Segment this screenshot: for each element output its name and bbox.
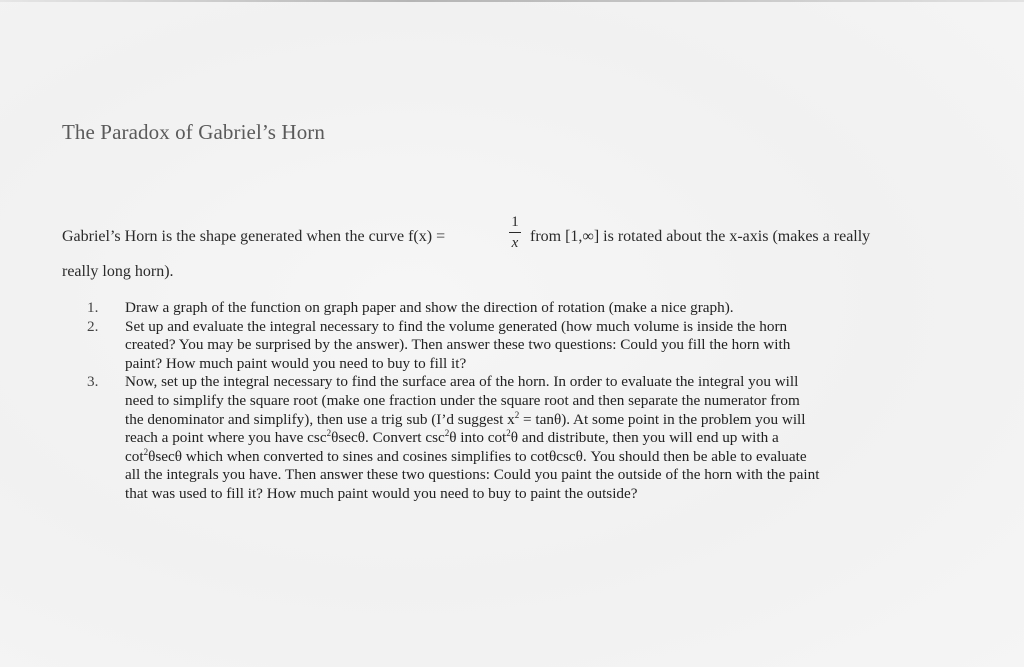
- item-line-with-superscript: [125, 429, 974, 448]
- list-item-2: [87, 317, 974, 374]
- item-line: Draw a graph of the function on graph paper and show the direction of rotation (make a nice graph).: [125, 299, 734, 316]
- intro-paragraph: [62, 214, 962, 280]
- item-line-with-superscript: [125, 411, 974, 430]
- superscript: 2: [143, 446, 149, 457]
- document-title: The Paradox of Gabriel’s Horn: [62, 120, 325, 144]
- item-line: that was used to fill it? How much paint would you need to buy to paint the outside?: [125, 484, 638, 502]
- question-list: [87, 299, 974, 504]
- list-item-3: [87, 373, 974, 503]
- item-line: Now, set up the integral necessary to find the surface area of the horn. In order to evaluate the integral you will: [125, 373, 799, 391]
- item-number: 3.: [87, 373, 99, 391]
- superscript: 2: [506, 428, 511, 439]
- text-segment: θ and distribute, then you will end up with a: [510, 429, 779, 447]
- item-line: created? You may be surprised by the answer). Then answer these two questions: Could you fill the horn with: [125, 336, 791, 354]
- fraction-bar: [509, 232, 521, 233]
- text-segment: θsecθ which when converted to sines and cosines simplifies to cotθcscθ. You should then be able to evaluate: [148, 447, 807, 465]
- item-number: 2.: [87, 317, 99, 335]
- list-item-1: [87, 299, 974, 318]
- intro-line-1: [62, 214, 962, 251]
- text-segment: θ into cot: [449, 429, 507, 447]
- item-line: Set up and evaluate the integral necessary to find the volume generated (how much volume is inside the horn: [125, 317, 788, 335]
- text-segment: the denominator and simplify), then use a trig sub (I’d suggest x: [125, 410, 515, 428]
- intro-text-before-fraction: Gabriel’s Horn is the shape generated when the curve f(x) =: [62, 228, 446, 245]
- text-segment: reach a point where you have csc: [125, 429, 327, 447]
- fraction-numerator: 1: [511, 214, 519, 230]
- intro-line-2: really long horn).: [62, 263, 174, 280]
- text-segment: cot: [125, 447, 144, 465]
- fraction-denominator: x: [511, 235, 519, 251]
- page-top-edge: [0, 0, 1024, 2]
- item-line-with-superscript: [125, 448, 974, 467]
- fraction-one-over-x: [508, 214, 522, 251]
- text-segment: θsecθ. Convert csc: [331, 429, 445, 447]
- superscript: 2: [444, 428, 450, 439]
- intro-text-after-fraction: from [1,∞] is rotated about the x-axis (makes a really: [530, 228, 871, 245]
- item-line: all the integrals you have. Then answer these two questions: Could you paint the outside of the horn with the paint: [125, 466, 820, 484]
- item-number: 1.: [87, 299, 99, 316]
- item-line: need to simplify the square root (make one fraction under the square root and then separate the numerator from: [125, 391, 800, 409]
- superscript: 2: [326, 428, 332, 439]
- superscript: 2: [514, 409, 520, 420]
- item-line: paint? How much paint would you need to buy to fill it?: [125, 354, 467, 372]
- text-segment: = tanθ). At some point in the problem you will: [519, 410, 806, 428]
